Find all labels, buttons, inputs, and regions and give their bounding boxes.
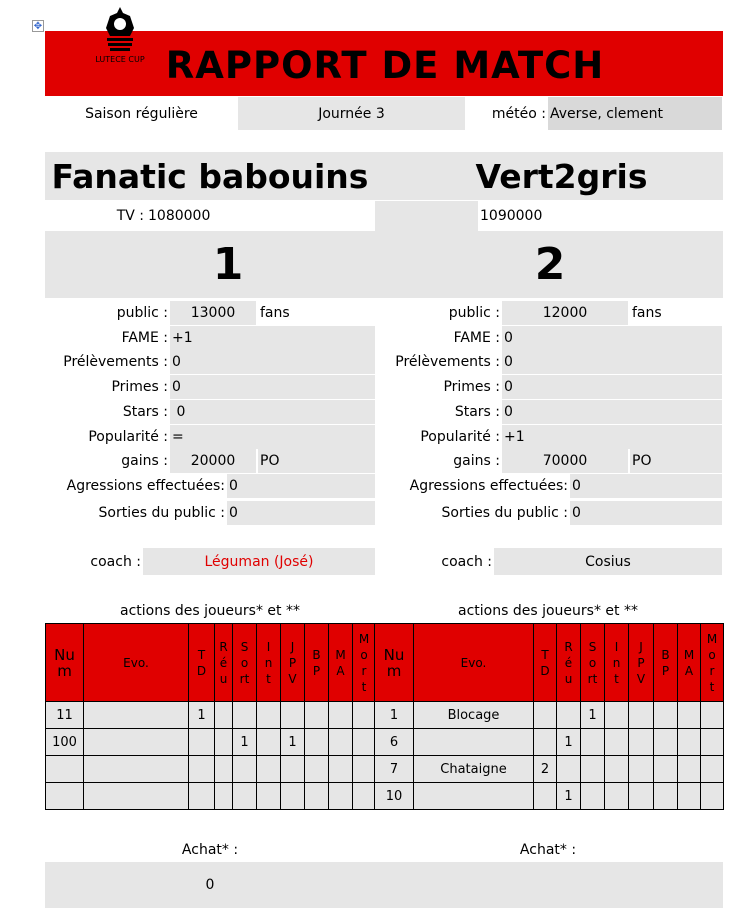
stat-unit: PO [630, 449, 722, 473]
table-cell[interactable] [189, 783, 215, 810]
stat-label: Prélèvements : [63, 354, 168, 371]
weather: Averse, clement [548, 97, 722, 130]
table-cell[interactable] [329, 783, 353, 810]
table-cell[interactable]: 1 [557, 729, 581, 756]
team1-achat: 0 [205, 877, 215, 893]
table-cell[interactable]: 1 [189, 702, 215, 729]
table-cell[interactable] [84, 702, 189, 729]
column-header: T D [189, 624, 215, 702]
stat-label: Popularité : [88, 428, 168, 445]
table-cell[interactable] [414, 729, 534, 756]
stat-label: Primes : [443, 379, 500, 396]
table-cell[interactable]: 1 [557, 783, 581, 810]
stat-value: 0 [502, 350, 722, 374]
table-cell[interactable] [654, 729, 678, 756]
table-cell[interactable] [215, 729, 233, 756]
table-cell[interactable] [557, 756, 581, 783]
table-row [46, 783, 376, 810]
table-cell[interactable]: 2 [534, 756, 557, 783]
weather-label: météo : [491, 105, 546, 122]
match-day: Journée 3 [238, 97, 465, 130]
column-header: M o r t [353, 624, 376, 702]
table-cell[interactable] [215, 702, 233, 729]
stat-unit: fans [260, 305, 290, 321]
stat-value: 0 [170, 375, 375, 399]
stat-label: Popularité : [420, 428, 500, 445]
stat-value: +1 [170, 326, 375, 350]
stat-label: Sorties du public : [98, 504, 225, 521]
team1-score: 1 [212, 239, 244, 290]
table-cell[interactable] [605, 756, 629, 783]
column-header: R é u [215, 624, 233, 702]
team2-actions-title: actions des joueurs* et ** [458, 603, 638, 619]
stat-label: Agressions effectuées: [66, 477, 225, 494]
table-cell[interactable] [353, 729, 376, 756]
table-cell[interactable] [678, 783, 701, 810]
column-header: I n t [605, 624, 629, 702]
column-header: Evo. [414, 624, 534, 702]
team2-achat-label: Achat* : [519, 842, 577, 858]
table-row [375, 729, 724, 756]
table-cell[interactable] [353, 783, 376, 810]
table-cell[interactable] [629, 702, 654, 729]
team1-tv: 1080000 [148, 208, 211, 224]
column-header: Nu m [46, 624, 84, 702]
table-cell[interactable] [215, 783, 233, 810]
table-row [46, 729, 376, 756]
stat-label: Stars : [122, 403, 168, 420]
column-header: J P V [281, 624, 305, 702]
table-cell[interactable]: 10 [375, 783, 414, 810]
table-cell[interactable] [353, 702, 376, 729]
column-header: M A [678, 624, 701, 702]
achat-band [45, 862, 723, 908]
table-cell[interactable] [605, 729, 629, 756]
stat-label: gains : [121, 453, 168, 470]
table-cell[interactable] [257, 729, 281, 756]
stat-label: FAME : [121, 329, 168, 346]
table-cell[interactable] [678, 756, 701, 783]
table-row [375, 756, 724, 783]
table-cell[interactable] [329, 702, 353, 729]
logo-emblem-icon [90, 6, 150, 52]
table-row [375, 783, 724, 810]
team2-tv: 1090000 [480, 208, 543, 224]
table-cell[interactable] [189, 756, 215, 783]
season: Saison régulière [85, 105, 198, 122]
table-cell[interactable] [605, 783, 629, 810]
column-header: S o rt [581, 624, 605, 702]
column-header: T D [534, 624, 557, 702]
table-cell[interactable] [629, 756, 654, 783]
logo-text: LUTECE CUP [95, 55, 145, 64]
table-cell[interactable] [534, 783, 557, 810]
table-cell[interactable] [557, 702, 581, 729]
logo [90, 6, 150, 66]
column-header: M o r t [701, 624, 724, 702]
table-cell[interactable]: Chataigne [414, 756, 534, 783]
team1-actions-table [45, 623, 376, 810]
table-cell[interactable] [233, 783, 257, 810]
table-cell[interactable] [305, 756, 329, 783]
team1-coach: Léguman (José) [143, 548, 375, 575]
column-header: M A [329, 624, 353, 702]
team2-coach: Cosius [494, 548, 722, 575]
stat-value: 0 [227, 501, 375, 525]
table-cell[interactable]: 1 [233, 729, 257, 756]
table-cell[interactable] [305, 702, 329, 729]
page-title: RAPPORT DE MATCH [165, 43, 605, 87]
table-cell[interactable] [257, 702, 281, 729]
table-cell[interactable] [84, 783, 189, 810]
table-cell[interactable] [678, 702, 701, 729]
stat-value: 0 [170, 350, 375, 374]
stat-unit: fans [632, 305, 662, 321]
stat-value: +1 [502, 425, 722, 449]
table-cell[interactable]: 6 [375, 729, 414, 756]
stat-label: Sorties du public : [441, 504, 568, 521]
team1-coach-label: coach : [90, 553, 141, 570]
table-cell[interactable]: 1 [375, 702, 414, 729]
column-header: R é u [557, 624, 581, 702]
team2-achat [500, 862, 600, 908]
table-cell[interactable] [353, 756, 376, 783]
stat-value: = [170, 425, 375, 449]
table-cell[interactable] [46, 783, 84, 810]
move-handle-icon[interactable]: ✥ [33, 20, 43, 32]
table-cell[interactable] [701, 702, 724, 729]
team2-coach-label: coach : [441, 553, 492, 570]
table-cell[interactable] [414, 783, 534, 810]
stat-label: public : [448, 305, 500, 321]
table-cell[interactable] [329, 729, 353, 756]
table-cell[interactable] [233, 756, 257, 783]
team1-achat-label: Achat* : [181, 842, 239, 858]
column-header: Nu m [375, 624, 414, 702]
table-row [375, 702, 724, 729]
column-header: Evo. [84, 624, 189, 702]
table-cell[interactable] [534, 702, 557, 729]
table-cell[interactable] [329, 756, 353, 783]
table-cell[interactable]: Blocage [414, 702, 534, 729]
stat-unit: PO [258, 449, 375, 473]
team1-actions-title: actions des joueurs* et ** [120, 603, 300, 619]
stat-value: 0 [570, 474, 722, 498]
stat-value: 70000 [502, 449, 628, 473]
stat-label: public : [116, 305, 168, 321]
table-cell[interactable] [701, 783, 724, 810]
table-cell[interactable]: 7 [375, 756, 414, 783]
table-row [46, 756, 376, 783]
table-cell[interactable] [581, 756, 605, 783]
table-cell[interactable] [257, 756, 281, 783]
stat-value: 0 [502, 326, 722, 350]
stat-label: Primes : [111, 379, 168, 396]
team2-name: Vert2gris [475, 156, 648, 196]
column-header: I n t [257, 624, 281, 702]
stat-value: 0 [570, 501, 722, 525]
table-cell[interactable] [84, 756, 189, 783]
stat-label: gains : [453, 453, 500, 470]
table-cell[interactable] [305, 729, 329, 756]
column-header: B P [305, 624, 329, 702]
tv-label: TV : [116, 208, 144, 224]
table-cell[interactable] [46, 756, 84, 783]
stat-value: 0 [227, 474, 375, 498]
team2-score: 2 [534, 239, 566, 290]
stat-value: 20000 [170, 449, 256, 473]
column-header: B P [654, 624, 678, 702]
table-cell[interactable] [233, 702, 257, 729]
table-cell[interactable] [654, 702, 678, 729]
stat-label: Agressions effectuées: [409, 477, 568, 494]
column-header: S o rt [233, 624, 257, 702]
table-cell[interactable] [215, 756, 233, 783]
table-cell[interactable] [629, 783, 654, 810]
stat-label: Stars : [454, 403, 500, 420]
table-cell[interactable]: 100 [46, 729, 84, 756]
table-cell[interactable] [281, 756, 305, 783]
table-cell[interactable]: 11 [46, 702, 84, 729]
table-cell[interactable] [84, 729, 189, 756]
table-cell[interactable] [701, 756, 724, 783]
table-cell[interactable] [629, 729, 654, 756]
table-cell[interactable] [701, 729, 724, 756]
stat-value: 0 [502, 375, 722, 399]
table-cell[interactable] [257, 783, 281, 810]
column-header: J P V [629, 624, 654, 702]
team2-actions-table [374, 623, 724, 810]
table-cell[interactable] [581, 783, 605, 810]
tv-gap [375, 201, 478, 231]
table-cell[interactable] [189, 729, 215, 756]
table-cell[interactable] [654, 756, 678, 783]
stat-value: 0 [502, 400, 722, 424]
table-cell[interactable] [305, 783, 329, 810]
stat-label: Prélèvements : [395, 354, 500, 371]
table-cell[interactable]: 1 [581, 702, 605, 729]
team1-name: Fanatic babouins [51, 156, 369, 196]
table-cell[interactable] [534, 729, 557, 756]
table-cell[interactable] [678, 729, 701, 756]
stat-value: 0 [170, 400, 375, 424]
table-cell[interactable] [654, 783, 678, 810]
table-cell[interactable] [605, 702, 629, 729]
table-cell[interactable]: 1 [281, 729, 305, 756]
table-cell[interactable] [281, 783, 305, 810]
stat-label: FAME : [453, 329, 500, 346]
stat-value: 12000 [502, 301, 628, 325]
table-cell[interactable] [281, 702, 305, 729]
table-row [46, 702, 376, 729]
table-cell[interactable] [581, 729, 605, 756]
stat-value: 13000 [170, 301, 256, 325]
